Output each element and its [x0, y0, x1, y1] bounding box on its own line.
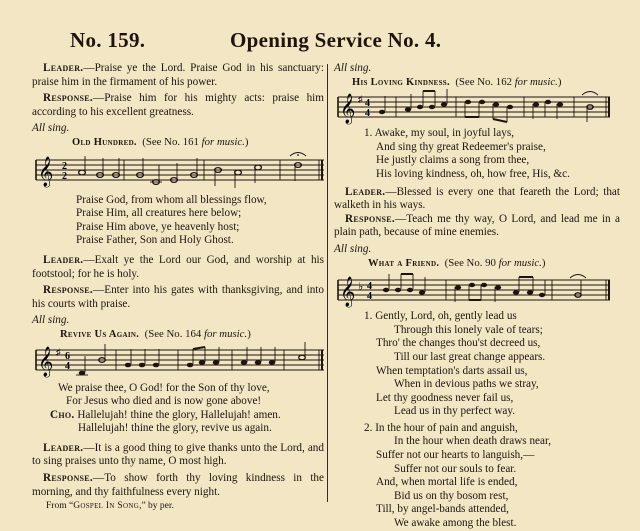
- verse-line: Praise Father, Son and Holy Ghost.: [76, 234, 234, 247]
- tune-ref: (See No. 161: [142, 135, 202, 148]
- verse-line: 2. In the hour of pain and anguish,: [364, 421, 518, 434]
- tune-heading-old-hundred: [72, 136, 324, 150]
- treble-clef-icon: 𝄞: [38, 346, 54, 377]
- music-staff-loving-kindness: [334, 89, 620, 127]
- response-text: —Teach me thy way, O Lord, and lead me in a plain path, because of mine enemies.: [334, 212, 620, 239]
- all-sing-label: All sing.: [334, 242, 372, 255]
- source-suffix: ,” by per.: [139, 501, 174, 512]
- verse-line: Praise Him, all creatures here below;: [76, 207, 242, 220]
- verse-line: In the hour when death draws near,: [394, 435, 552, 448]
- note: [79, 170, 86, 175]
- verse-line: 1. Gently, Lord, oh, gently lead us: [364, 310, 517, 323]
- source-prefix: From “: [46, 501, 74, 512]
- leader-label: Leader.: [43, 62, 84, 74]
- response-label: Response.: [43, 472, 94, 485]
- tune-name: What a Friend.: [368, 257, 440, 269]
- verse-line: For Jesus who died and is now gone above!: [66, 395, 262, 408]
- leader-label: Leader.: [43, 441, 84, 454]
- source-book: Gospel In Song: [73, 501, 140, 512]
- right-column: [334, 62, 620, 531]
- all-sing-label: All sing.: [32, 314, 70, 327]
- verse-line: Suffer not our souls to fear.: [394, 462, 517, 475]
- verse-line: We praise thee, O God! for the Son of thy love,: [58, 381, 270, 394]
- treble-clef-icon: 𝄞: [38, 156, 54, 187]
- chorus-line: Hallelujah! thine the glory, revive us again.: [78, 422, 272, 435]
- leader-paragraph-4: [334, 186, 620, 213]
- tune-ref-close: ): [557, 75, 562, 88]
- response-label: Response.: [345, 212, 396, 225]
- time-sig-bottom: 4: [365, 108, 370, 120]
- fermata-icon: [582, 92, 598, 96]
- tune-ref: (See No. 162: [455, 75, 515, 88]
- time-sig-bottom: 4: [65, 360, 70, 372]
- leader-text: —Blessed is every one that feareth the Lord; that walketh in his ways.: [334, 185, 620, 212]
- tune-name: Old Hundred.: [72, 136, 137, 148]
- tune-name: His Loving Kindness.: [352, 76, 450, 88]
- verse-line: Through this lonely vale of tears;: [394, 323, 543, 336]
- tune-ref-italic: for music.: [203, 327, 248, 340]
- tune-ref-close: ): [244, 135, 249, 148]
- verse-line: When in devious paths we stray,: [394, 378, 539, 391]
- verse-old-hundred: [76, 194, 324, 248]
- response-label: Response.: [43, 92, 94, 105]
- chorus-text: Hallelujah! thine the glory, Hallelujah! amen.: [77, 408, 281, 421]
- time-sig-top: 4: [367, 281, 372, 293]
- leader-label: Leader.: [43, 253, 84, 266]
- time-sig-bottom: 4: [367, 291, 372, 303]
- response-paragraph-3: [32, 472, 324, 499]
- leader-text: —It is a good thing to give thanks unto the Lord, and to sing praises unto thy name, O most high.: [32, 441, 324, 468]
- verse-what-a-friend-1: [364, 310, 620, 419]
- verse-what-a-friend-2: [364, 422, 620, 531]
- treble-clef-icon: 𝄞: [340, 277, 356, 308]
- music-staff-old-hundred: [32, 150, 324, 194]
- source-attribution: [46, 500, 324, 514]
- tune-ref-italic: for music.: [514, 75, 558, 88]
- left-column: [32, 62, 324, 514]
- leader-paragraph-3: [32, 442, 324, 469]
- response-paragraph-1: [32, 92, 324, 119]
- verse-line: We awake among the blest.: [394, 517, 517, 530]
- verse-loving-kindness: [364, 127, 620, 181]
- verse-line: Lead us in thy perfect way.: [394, 405, 516, 418]
- response-paragraph-4: [334, 213, 620, 240]
- leader-paragraph-1: [32, 62, 324, 89]
- leader-text: —Praise ye the Lord. Praise God in his sanctuary: praise him in the firmament of his power.: [32, 62, 324, 88]
- tune-ref-close: ): [247, 327, 251, 340]
- music-staff-what-a-friend: [334, 270, 620, 310]
- verse-revive: [50, 381, 324, 436]
- note: [235, 170, 242, 175]
- response-text: —Enter into his gates with thanksgiving, and into his courts with praise.: [32, 284, 324, 310]
- flat-icon: ♭: [358, 281, 364, 294]
- all-sing-label: All sing.: [334, 62, 372, 74]
- time-sig-top: 4: [365, 98, 370, 110]
- verse-line: Suffer not our hearts to languish,—: [376, 449, 535, 462]
- note: [255, 165, 262, 170]
- tune-ref-italic: for music.: [498, 256, 542, 269]
- verse-line: Let thy goodness never fail us,: [376, 391, 514, 404]
- verse-line: Bid us on thy bosom rest,: [394, 489, 509, 502]
- treble-clef-icon: 𝄞: [340, 94, 356, 125]
- tune-ref-italic: for music.: [201, 135, 245, 148]
- tune-ref: (See No. 90: [444, 256, 499, 269]
- sharp-icon: ♯: [56, 346, 61, 357]
- verse-line: His loving kindness, oh, how free, His, &c.: [376, 167, 570, 180]
- all-sing-label: All sing.: [32, 122, 70, 135]
- response-text: —To show forth thy loving kindness in the morning, and thy faithfulness every night.: [32, 472, 324, 498]
- tune-heading-revive: [60, 328, 324, 342]
- leader-text: —Exalt ye the Lord our God, and worship at his footstool; for he is holy.: [32, 253, 324, 280]
- fermata-icon: [570, 275, 586, 279]
- hymn-title: Opening Service No. 4.: [230, 28, 442, 52]
- response-text: —Praise him for his mighty acts: praise him according to his excellent greatness.: [32, 92, 324, 118]
- tune-ref: (See No. 164: [144, 327, 204, 340]
- leader-paragraph-2: [32, 254, 324, 281]
- time-sig-top: 6: [65, 350, 70, 362]
- chorus-line: [50, 409, 324, 423]
- verse-line: Thro' the changes thou'st decreed us,: [376, 337, 541, 350]
- time-sig-top: 2: [62, 160, 67, 172]
- music-staff-revive: [32, 342, 324, 382]
- tune-heading-loving-kindness: [352, 76, 620, 90]
- tune-name: Revive Us Again.: [60, 328, 140, 340]
- verse-line: And, when mortal life is ended,: [376, 476, 518, 489]
- tune-heading-what-a-friend: [368, 257, 620, 271]
- verse-line: And sing thy great Redeemer's praise,: [376, 140, 546, 153]
- verse-line: Till our last great change appears.: [394, 350, 546, 363]
- page-header: [0, 28, 640, 58]
- column-divider: [327, 64, 328, 502]
- response-label: Response.: [43, 284, 94, 297]
- verse-line: 1. Awake, my soul, in joyful lays,: [364, 127, 514, 140]
- verse-line: Praise God, from whom all blessings flow,: [76, 193, 267, 206]
- verse-line: He justly claims a song from thee,: [376, 154, 530, 167]
- verse-line: Till, by angel-bands attended,: [376, 503, 509, 516]
- sharp-icon: ♯: [358, 94, 363, 105]
- verse-line: Praise Him above, ye heavenly host;: [76, 220, 240, 233]
- leader-label: Leader.: [345, 185, 386, 198]
- tune-ref-close: ): [541, 256, 546, 269]
- hymn-number: No. 159.: [70, 28, 146, 52]
- chorus-label: Cho.: [50, 408, 75, 421]
- response-paragraph-2: [32, 284, 324, 311]
- time-sig-bottom: 2: [62, 170, 67, 182]
- verse-line: When temptation's darts assail us,: [376, 364, 528, 377]
